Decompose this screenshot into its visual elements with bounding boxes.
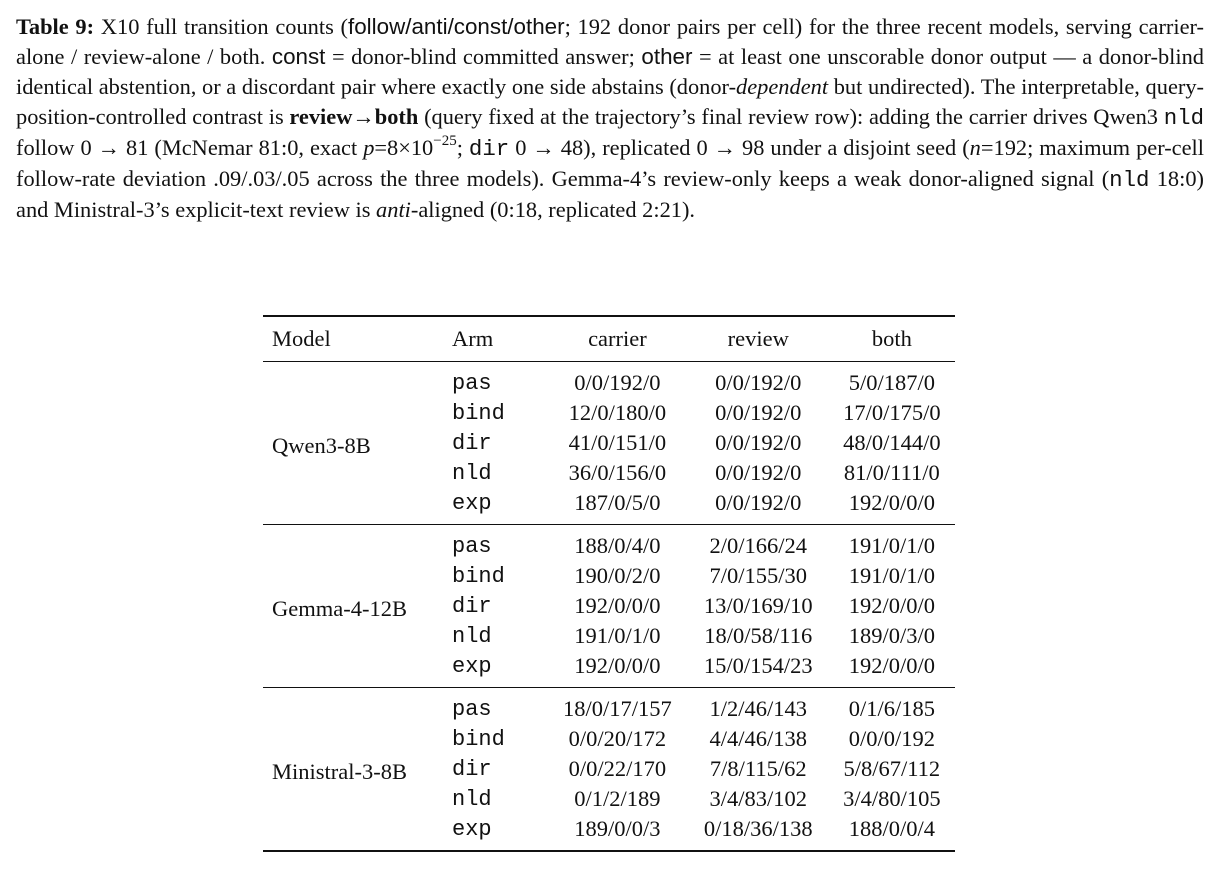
review-cell: 15/0/154/23 — [703, 653, 813, 678]
arm-cell: pas — [452, 696, 492, 722]
review-cell: 0/0/192/0 — [715, 400, 802, 425]
table-row — [263, 688, 955, 725]
carrier-cell: 0/0/20/172 — [568, 726, 667, 751]
caption-label: Table 9: — [16, 14, 95, 39]
arm-cell: exp — [452, 653, 492, 679]
header-model: Model — [272, 326, 331, 351]
model-name: Gemma-4-12B — [272, 596, 407, 621]
review-cell: 18/0/58/116 — [704, 623, 813, 648]
model-group — [263, 688, 955, 852]
p-variable: p — [363, 135, 375, 160]
review-cell: 0/0/192/0 — [715, 370, 802, 395]
caption-text: ; 192 donor pairs per cell) for the three recent models, serving carrier-alone / review-alone / both. — [16, 14, 1204, 69]
contrast-term: review→both — [289, 104, 419, 129]
carrier-cell: 191/0/1/0 — [574, 623, 661, 648]
both-cell: 189/0/3/0 — [848, 623, 935, 648]
both-cell: 0/0/0/192 — [848, 726, 935, 751]
header-carrier: carrier — [588, 326, 647, 351]
n-variable: n — [969, 135, 981, 160]
caption-text: follow 0 → 81 (McNemar 81:0, exact — [16, 135, 364, 160]
arm-cell: dir — [452, 756, 492, 782]
caption-text: X10 full transition counts ( — [94, 14, 348, 39]
both-cell: 5/8/67/112 — [843, 756, 941, 781]
header-both: both — [871, 326, 912, 351]
table-caption — [16, 12, 1204, 225]
both-cell: 0/1/6/185 — [848, 696, 935, 721]
both-cell: 191/0/1/0 — [848, 563, 935, 588]
caption-text: =192; maximum per-cell follow-rate deviation .09/.03/.05 across the three models). Gemma-4’s review-only keeps a weak donor-aligned signal ( — [16, 135, 1204, 191]
arm-cell: nld — [452, 623, 492, 649]
arm-cell: nld — [452, 786, 492, 812]
arm-cell: exp — [452, 816, 492, 842]
carrier-cell: 188/0/4/0 — [574, 533, 661, 558]
nld-code: nld — [1163, 105, 1205, 131]
header-arm: Arm — [452, 326, 494, 351]
both-cell: 188/0/0/4 — [848, 816, 935, 841]
transition-counts-table — [263, 315, 955, 852]
both-cell: 17/0/175/0 — [843, 400, 941, 425]
header-row — [263, 316, 955, 362]
review-cell: 2/0/166/24 — [709, 533, 808, 558]
arm-cell: dir — [452, 593, 492, 619]
review-cell: 0/0/192/0 — [715, 490, 802, 515]
arm-cell: dir — [452, 430, 492, 456]
carrier-cell: 192/0/0/0 — [574, 653, 661, 678]
review-cell: 3/4/83/102 — [709, 786, 808, 811]
review-cell: 1/2/46/143 — [709, 696, 808, 721]
carrier-cell: 189/0/0/3 — [574, 816, 661, 841]
both-cell: 48/0/144/0 — [843, 430, 941, 455]
carrier-cell: 187/0/5/0 — [574, 490, 661, 515]
table-row — [263, 362, 955, 399]
const-term: const — [271, 44, 326, 69]
review-cell: 13/0/169/10 — [703, 593, 813, 618]
anti-emphasis: anti — [376, 197, 411, 222]
caption-text: -aligned (0:18, replicated 2:21). — [410, 197, 696, 222]
outcome-labels: follow/anti/const/other — [348, 14, 565, 39]
arm-cell: bind — [452, 726, 505, 752]
model-name: Qwen3-8B — [272, 433, 371, 458]
review-cell: 0/18/36/138 — [703, 816, 813, 841]
model-name: Ministral-3-8B — [272, 759, 407, 784]
review-cell: 7/0/155/30 — [709, 563, 808, 588]
carrier-cell: 0/1/2/189 — [574, 786, 661, 811]
both-cell: 3/4/80/105 — [843, 786, 941, 811]
nld-code: nld — [1109, 167, 1150, 193]
results-table-wrapper — [263, 315, 955, 852]
caption-text: but undirected). The interpretable, query-position-controlled contrast is — [16, 74, 1204, 129]
header-review: review — [727, 326, 789, 351]
table-row — [263, 525, 955, 562]
caption-text: ; — [456, 135, 469, 160]
exponent: −25 — [433, 132, 457, 149]
caption-text: = donor-blind committed answer; — [325, 44, 642, 69]
carrier-cell: 18/0/17/157 — [563, 696, 672, 721]
caption-text: =8×10 — [374, 135, 434, 160]
caption-text: 0 → 48), replicated 0 → 98 under a disjoint seed ( — [509, 135, 970, 160]
carrier-cell: 192/0/0/0 — [574, 593, 661, 618]
dependent-emphasis: dependent — [736, 74, 829, 99]
carrier-cell: 0/0/192/0 — [574, 370, 661, 395]
arm-cell: pas — [452, 533, 492, 559]
caption-text: = at least one unscorable donor output — a donor-blind identical abstention, or a discordant pair where exactly one side abstains (donor- — [16, 44, 1205, 99]
dir-code: dir — [468, 136, 510, 162]
model-group — [263, 362, 955, 525]
carrier-cell: 12/0/180/0 — [568, 400, 667, 425]
other-term: other — [641, 44, 693, 69]
carrier-cell: 0/0/22/170 — [568, 756, 667, 781]
table-header — [263, 316, 955, 362]
arm-cell: pas — [452, 370, 492, 396]
arm-cell: bind — [452, 563, 505, 589]
arm-cell: bind — [452, 400, 505, 426]
caption-text: (query fixed at the trajectory’s final review row): adding the carrier drives Qwen3 — [418, 104, 1164, 129]
both-cell: 192/0/0/0 — [848, 653, 935, 678]
both-cell: 81/0/111/0 — [843, 460, 940, 485]
both-cell: 192/0/0/0 — [848, 490, 935, 515]
review-cell: 0/0/192/0 — [715, 430, 802, 455]
both-cell: 191/0/1/0 — [848, 533, 935, 558]
review-cell: 4/4/46/138 — [709, 726, 808, 751]
model-group — [263, 525, 955, 688]
review-cell: 7/8/115/62 — [709, 756, 807, 781]
both-cell: 5/0/187/0 — [848, 370, 935, 395]
carrier-cell: 190/0/2/0 — [574, 563, 661, 588]
review-cell: 0/0/192/0 — [715, 460, 802, 485]
arm-cell: nld — [452, 460, 492, 486]
arm-cell: exp — [452, 490, 492, 516]
both-cell: 192/0/0/0 — [848, 593, 935, 618]
caption-text: 18:0) and Ministral-3’s explicit-text review is — [16, 166, 1204, 222]
carrier-cell: 36/0/156/0 — [568, 460, 667, 485]
carrier-cell: 41/0/151/0 — [568, 430, 667, 455]
